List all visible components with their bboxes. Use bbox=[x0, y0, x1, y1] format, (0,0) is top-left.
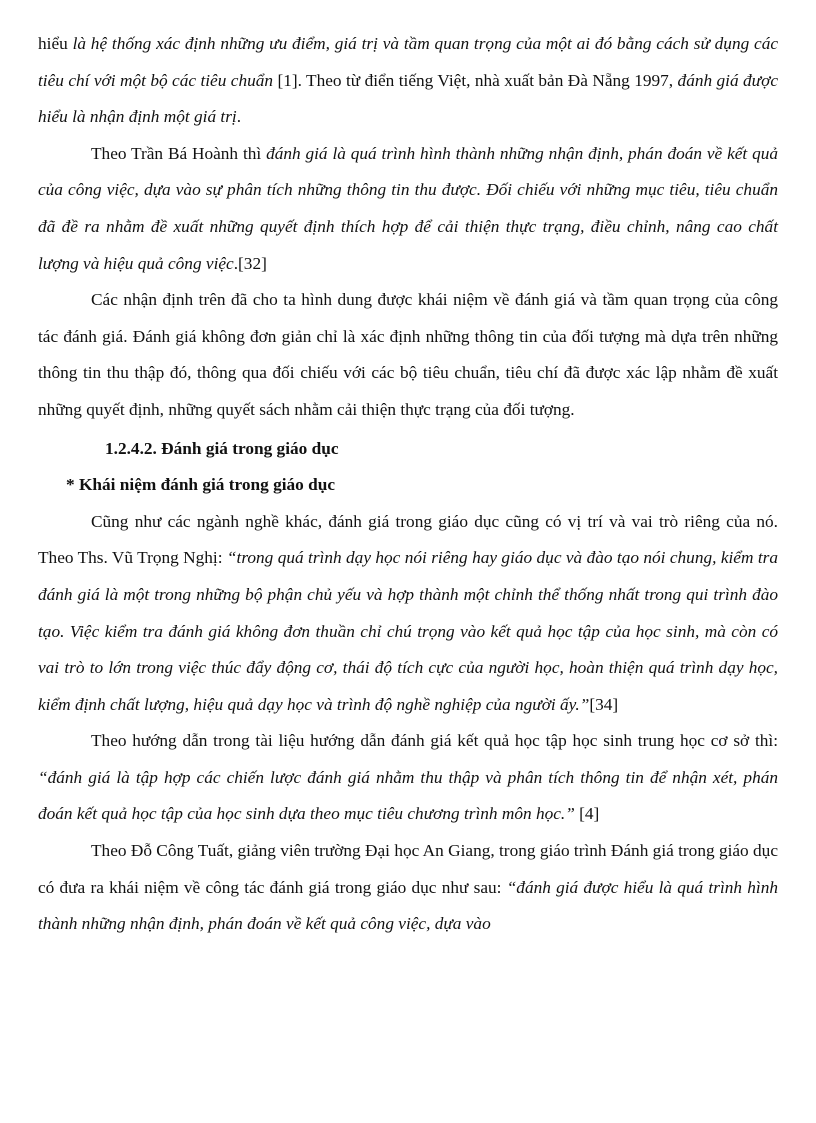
italic-text-run: là hệ thống xác định những ưu điểm, giá trị và tầm quan trọng của một ai đó bằng cách sử dụng các tiêu chí với một bộ các tiêu chuẩn bbox=[38, 34, 779, 90]
section-heading: 1.2.4.2. Đánh giá trong giáo dục bbox=[105, 438, 339, 458]
paragraph bbox=[38, 504, 778, 724]
concept-heading: * Khái niệm đánh giá trong giáo dục bbox=[66, 475, 336, 495]
italic-text-run: “đánh giá là tập hợp các chiến lược đánh giá nhằm thu thập và phân tích thông tin để nhận xét, phán đoán kết quả học tập của học sinh dựa theo mục tiêu chương trình môn học.” bbox=[38, 767, 778, 824]
paragraph bbox=[38, 833, 778, 943]
italic-text-run: đánh giá được hiểu là nhận định một giá trị bbox=[38, 70, 779, 127]
text-run: Theo Trần Bá Hoành thì bbox=[91, 143, 267, 163]
paragraph bbox=[38, 26, 778, 136]
text-run: [1]. Theo từ điển tiếng Việt, nhà xuất bản Đà Nẵng 1997, bbox=[273, 70, 678, 90]
paragraph bbox=[38, 282, 778, 428]
italic-text-run: đánh giá là quá trình hình thành những nhận định, phán đoán về kết quả của công việc, dựa vào sự phân tích những thông tin thu được. Đối chiếu với những mục tiêu, tiêu chuẩn đã đề ra nhằm đề xuất những quyết định thích hợp để cải thiện thực trạng, điều chỉnh, nâng cao chất lượng và hiệu quả công việc bbox=[38, 143, 779, 273]
text-run: [4] bbox=[574, 804, 600, 824]
paragraph bbox=[38, 723, 778, 833]
italic-text-run: “đánh giá được hiểu là quá trình hình thành những nhận định, phán đoán về kết quả công việc, dựa vào bbox=[38, 877, 779, 934]
concept-paragraphs bbox=[38, 504, 778, 943]
text-run: .[32] bbox=[233, 253, 267, 273]
document-page bbox=[38, 26, 778, 943]
italic-text-run: “trong quá trình dạy học nói riêng hay giáo dục và đào tạo nói chung, kiểm tra đánh giá là một trong những bộ phận chủ yếu và hợp thành một chỉnh thể thống nhất trong qui trình đào tạo. Việc kiểm tra đánh giá không đơn thuần chỉ chú trọng vào kết quả học tập của học sinh, mà còn có vai trò to lớn trong việc thúc đẩy động cơ, thái độ tích cực của người học, hoàn thiện quá trình dạy học, kiểm định chất lượng, hiệu quả dạy học và trình độ nghề nghiệp của người ấy.” bbox=[38, 548, 778, 714]
text-run: Các nhận định trên đã cho ta hình dung được khái niệm về đánh giá và tầm quan trọng của công tác đánh giá. Đánh giá không đơn giản chỉ là xác định những thông tin của đối tượng mà dựa trên những thông tin thu thập đó, thông qua đối chiếu với các bộ tiêu chuẩn, tiêu chí đã được xác lập nhằm đề xuất những quyết định, những quyết sách nhằm cải thiện thực trạng của đối tượng. bbox=[38, 290, 778, 419]
text-run: . bbox=[236, 107, 242, 127]
text-run: [34] bbox=[589, 694, 619, 714]
text-run: hiểu bbox=[38, 34, 73, 53]
text-run: Cũng như các ngành nghề khác, đánh giá trong giáo dục cũng có vị trí và vai trò riêng của nó. Theo Ths. Vũ Trọng Nghị: bbox=[38, 511, 778, 568]
intro-paragraphs bbox=[38, 26, 778, 429]
text-run: Theo hướng dẫn trong tài liệu hướng dẫn đánh giá kết quả học tập học sinh trung học cơ sở thì: bbox=[91, 731, 778, 751]
paragraph bbox=[38, 136, 778, 282]
text-run: Theo Đỗ Công Tuất, giảng viên trường Đại học An Giang, trong giáo trình Đánh giá trong giáo dục có đưa ra khái niệm về công tác đánh giá trong giáo dục như sau: bbox=[38, 841, 778, 897]
